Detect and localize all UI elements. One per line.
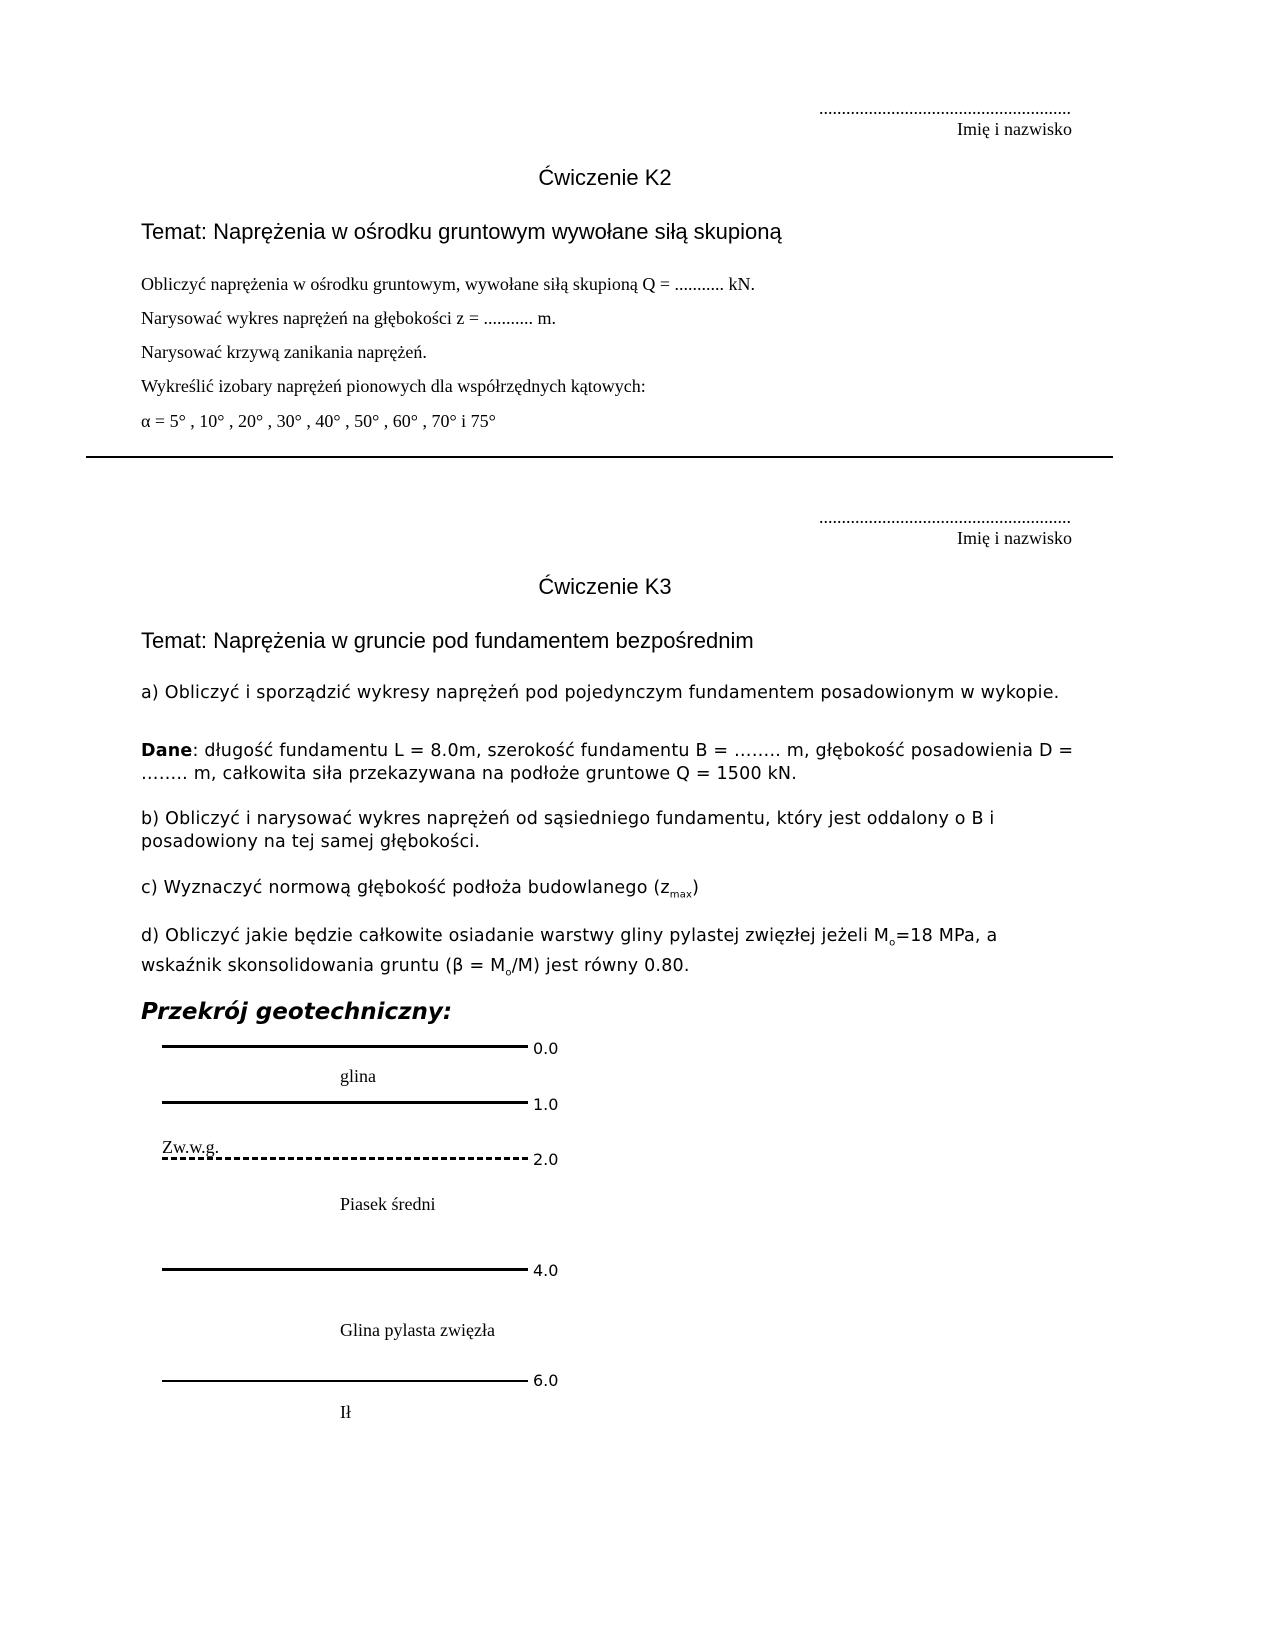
name-label: Imię i nazwisko bbox=[957, 528, 1072, 548]
layer-name: glina bbox=[340, 1066, 376, 1086]
exercise-title: Ćwiczenie K2 bbox=[538, 165, 672, 190]
level-label: 2.0 bbox=[533, 1150, 559, 1169]
water-table-label: Zw.w.g. bbox=[162, 1137, 220, 1157]
level-label: 1.0 bbox=[533, 1095, 559, 1114]
water-table-line bbox=[162, 1157, 528, 1160]
section-divider bbox=[86, 456, 1113, 458]
subscript: o bbox=[505, 967, 512, 978]
instruction-line: Wykreślić izobary naprężeń pionowych dla współrzędnych kątowych: bbox=[141, 376, 646, 396]
layer-boundary bbox=[162, 1380, 528, 1382]
task-d bbox=[141, 925, 1076, 984]
layer-name: Ił bbox=[340, 1402, 351, 1422]
level-label: 4.0 bbox=[533, 1261, 559, 1280]
exercise-title: Ćwiczenie K3 bbox=[538, 574, 672, 599]
instruction-line: Narysować wykres naprężeń na głębokości z = ........... m. bbox=[141, 308, 557, 328]
data-label: Dane bbox=[141, 741, 193, 761]
topic: Temat: Naprężenia w gruncie pod fundamentem bezpośrednim bbox=[141, 628, 754, 653]
subscript: max bbox=[669, 889, 693, 901]
task-d-text: d) Obliczyć jakie będzie całkowite osiadanie warstwy gliny pylastej zwięzłej jeżeli M bbox=[141, 926, 890, 946]
topic: Temat: Naprężenia w ośrodku gruntowym wywołane siłą skupioną bbox=[141, 219, 782, 244]
name-dots: ........................................................ bbox=[819, 507, 1071, 527]
subscript: o bbox=[889, 937, 896, 949]
task-a: a) Obliczyć i sporządzić wykresy naprężeń pod pojedynczym fundamentem posadowionym w wykopie. bbox=[141, 683, 1060, 703]
layer-name: Piasek średni bbox=[340, 1194, 436, 1214]
task-d-text: =18 MPa, a wskaźnik skonsolidowania gruntu (β = M bbox=[141, 926, 998, 976]
task-data bbox=[141, 740, 1076, 786]
profile-heading: Przekrój geotechniczny: bbox=[141, 999, 453, 1025]
layer-boundary bbox=[162, 1045, 528, 1048]
instruction-line: Obliczyć naprężenia w ośrodku gruntowym, wywołane siłą skupioną Q = ........... kN. bbox=[141, 274, 756, 294]
data-text: : długość fundamentu L = 8.0m, szerokość fundamentu B = …….. m, głębokość posadowienia D = …….. m, całkowita siła przekazywana na podłoże gruntowe Q = 1500 kN. bbox=[141, 741, 1074, 784]
task-d-text: /M) jest równy 0.80. bbox=[511, 955, 690, 976]
layer-boundary bbox=[162, 1268, 528, 1271]
task-c bbox=[141, 877, 1076, 907]
name-label: Imię i nazwisko bbox=[957, 119, 1072, 139]
level-label: 6.0 bbox=[533, 1371, 559, 1390]
layer-boundary bbox=[162, 1101, 528, 1104]
instruction-line: Narysować krzywą zanikania naprężeń. bbox=[141, 342, 427, 362]
task-c-text: c) Wyznaczyć normową głębokość podłoża budowlanego (z bbox=[141, 878, 670, 898]
name-dots: ........................................................ bbox=[819, 98, 1071, 118]
task-c-end: ) bbox=[692, 878, 700, 898]
task-b: b) Obliczyć i narysować wykres naprężeń od sąsiedniego fundamentu, który jest oddalony o B i posadowiony na tej samej głębokości. bbox=[141, 809, 995, 852]
level-label: 0.0 bbox=[533, 1039, 559, 1058]
angles-line: α = 5° , 10° , 20° , 30° , 40° , 50° , 60° , 70° i 75° bbox=[141, 411, 496, 431]
layer-name: Glina pylasta zwięzła bbox=[340, 1320, 495, 1340]
